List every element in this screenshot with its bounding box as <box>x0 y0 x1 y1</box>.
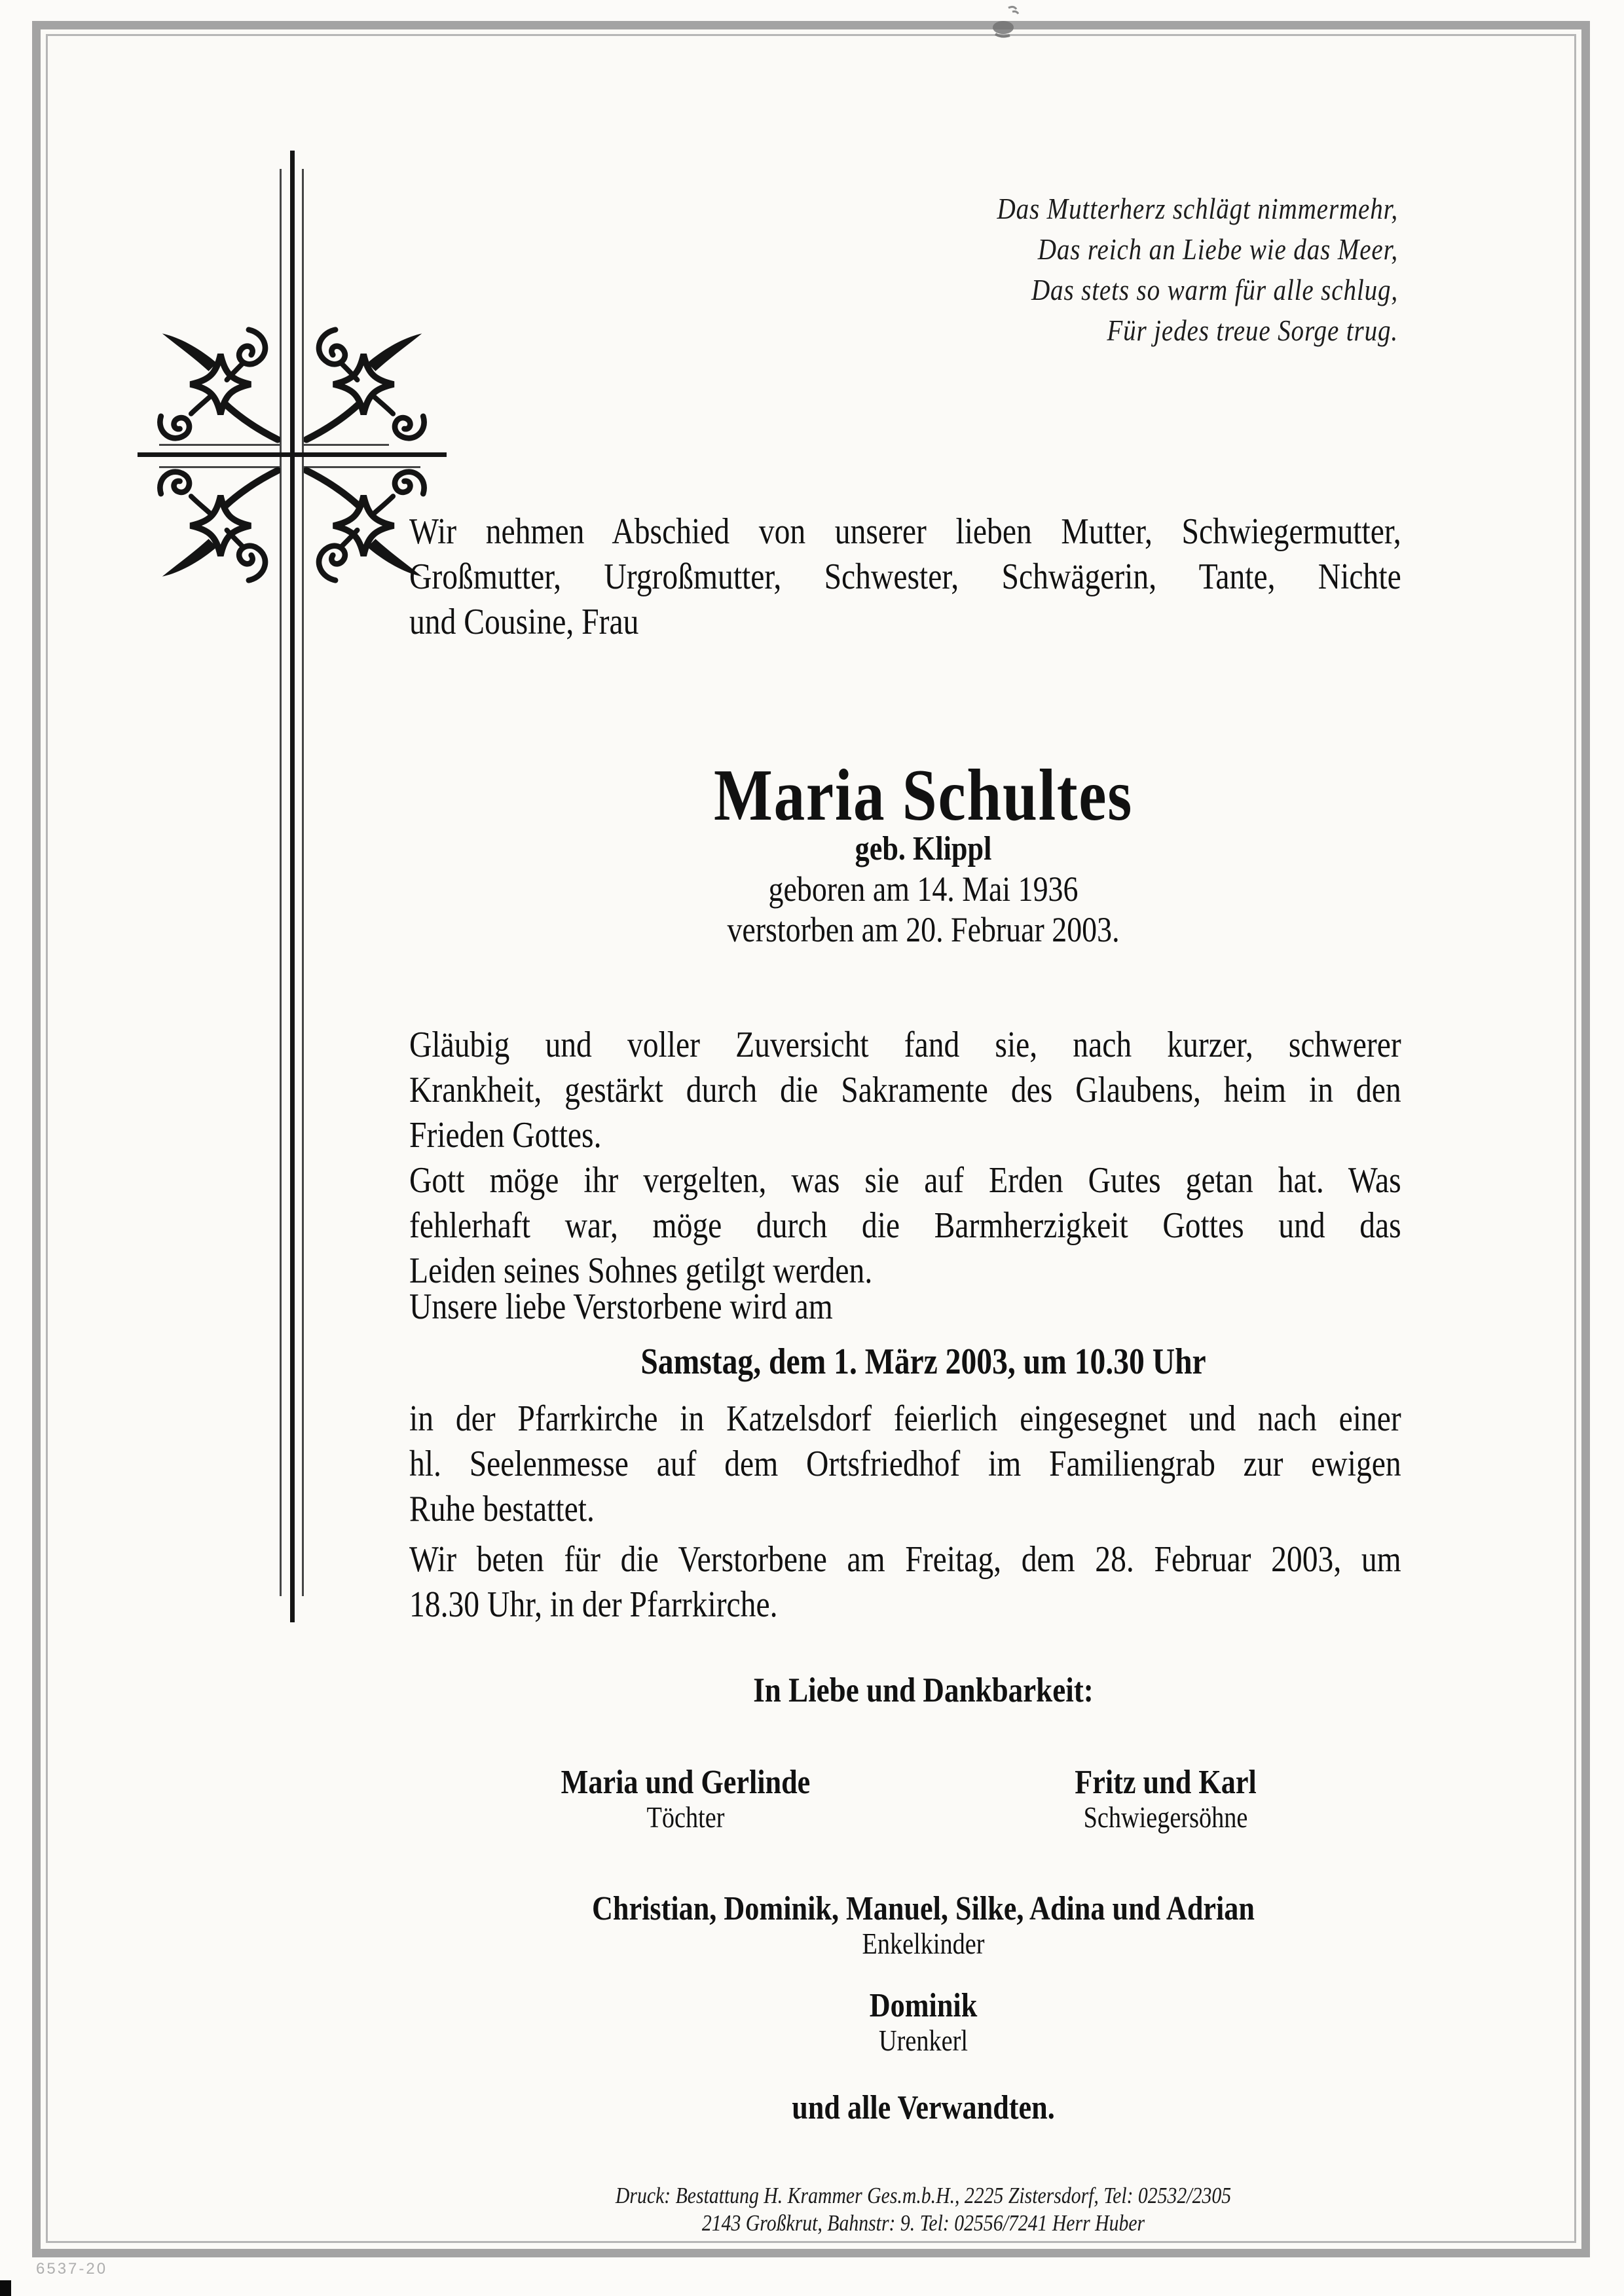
funeral-details-line: in der Pfarrkirche in Katzelsdorf feierlich eingesegnet und nach einer <box>409 1398 1401 1439</box>
mourner-names: Fritz und Karl <box>1075 1764 1257 1801</box>
printer-credit-line-1: Druck: Bestattung H. Krammer Ges.m.b.H., 2225 Zistersdorf, Tel: 02532/2305 <box>615 2183 1232 2208</box>
funeral-datetime: Samstag, dem 1. März 2003, um 10.30 Uhr <box>640 1341 1206 1382</box>
poem-line: Das Mutterherz schlägt nimmermehr, <box>997 192 1398 225</box>
prayer-notice-line: 18.30 Uhr, in der Pfarrkirche. <box>409 1584 778 1625</box>
cross-flourish-bottom-left <box>155 466 280 585</box>
cross-flourish-top-right <box>304 325 430 444</box>
funeral-details-line: Ruhe bestattet. <box>409 1489 595 1529</box>
prayer-notice <box>409 1537 1401 1628</box>
mourner-relation: Enkelkinder <box>862 1927 985 1960</box>
obituary-line: fehlerhaft war, möge durch die Barmherzigkeit Gottes und das <box>409 1205 1401 1246</box>
mourners-heading: In Liebe und Dankbarkeit: <box>753 1671 1094 1709</box>
funeral-announcement-intro: Unsere liebe Verstorbene wird am <box>409 1286 833 1327</box>
cross-horizontal-shadow-tl <box>159 444 280 446</box>
cross-horizontal-shadow-tr <box>304 444 389 446</box>
mourner-relation: Töchter <box>646 1801 725 1834</box>
poem-line: Für jedes treue Sorge trug. <box>1107 314 1398 347</box>
mourner-group-sons-in-law <box>943 1764 1388 1834</box>
obituary-line: Gott möge ihr vergelten, was sie auf Erden Gutes getan hat. Was <box>409 1160 1401 1201</box>
cross-horizontal-line <box>138 452 447 457</box>
mourner-names: Dominik <box>869 1987 978 2024</box>
obituary-paragraph <box>409 1023 1401 1294</box>
poem-line: Das stets so warm für alle schlug, <box>1031 273 1398 306</box>
maiden-name: geb. Klippl <box>855 830 992 867</box>
printer-credit-line-2: 2143 Großkrut, Bahnstr: 9. Tel: 02556/7241 Herr Huber <box>701 2210 1145 2236</box>
mourner-names: Maria und Gerlinde <box>561 1764 811 1801</box>
intro-line: Großmutter, Urgroßmutter, Schwester, Schwägerin, Tante, Nichte <box>409 556 1401 597</box>
mourner-relation: Schwiegersöhne <box>1083 1801 1248 1834</box>
cross-flourish-top-left <box>155 325 280 444</box>
obituary-line: Frieden Gottes. <box>409 1115 602 1156</box>
obituary-line: Gläubig und voller Zuversicht fand sie, nach kurzer, schwerer <box>409 1025 1401 1065</box>
intro-line: Wir nehmen Abschied von unserer lieben Mutter, Schwiegermutter, <box>409 511 1401 552</box>
funeral-details-line: hl. Seelenmesse auf dem Ortsfriedhof im Familiengrab zur ewigen <box>409 1444 1401 1484</box>
mourner-names: Christian, Dominik, Manuel, Silke, Adina und Adrian <box>591 1890 1255 1927</box>
intro-line: und Cousine, Frau <box>409 602 639 642</box>
obituary-line: Krankheit, gestärkt durch die Sakramente des Glaubens, heim in den <box>409 1070 1401 1110</box>
mourner-relation: Urenkerl <box>879 2024 968 2057</box>
obituary-line: Leiden seines Sohnes getilgt werden. <box>409 1250 873 1291</box>
mourner-group-great-grandchild <box>506 1988 1341 2057</box>
death-line: verstorben am 20. Februar 2003. <box>727 910 1120 949</box>
mourner-group-daughters <box>463 1764 908 1834</box>
mourner-group-grandchildren <box>506 1891 1341 1960</box>
intro-paragraph <box>409 509 1401 645</box>
memorial-poem <box>877 189 1398 351</box>
scan-corner-mark <box>0 2280 11 2296</box>
print-code: 6537-20 <box>36 2260 108 2278</box>
funeral-details <box>409 1396 1401 1532</box>
scan-smudge <box>984 3 1029 42</box>
birth-line: geboren am 14. Mai 1936 <box>768 869 1079 909</box>
mourners-closing: und alle Verwandten. <box>792 2089 1055 2126</box>
deceased-name: Maria Schultes <box>714 755 1133 836</box>
cross-vertical-line <box>290 151 295 1622</box>
poem-line: Das reich an Liebe wie das Meer, <box>1037 232 1398 266</box>
prayer-notice-line: Wir beten für die Verstorbene am Freitag, dem 28. Februar 2003, um <box>409 1539 1401 1580</box>
